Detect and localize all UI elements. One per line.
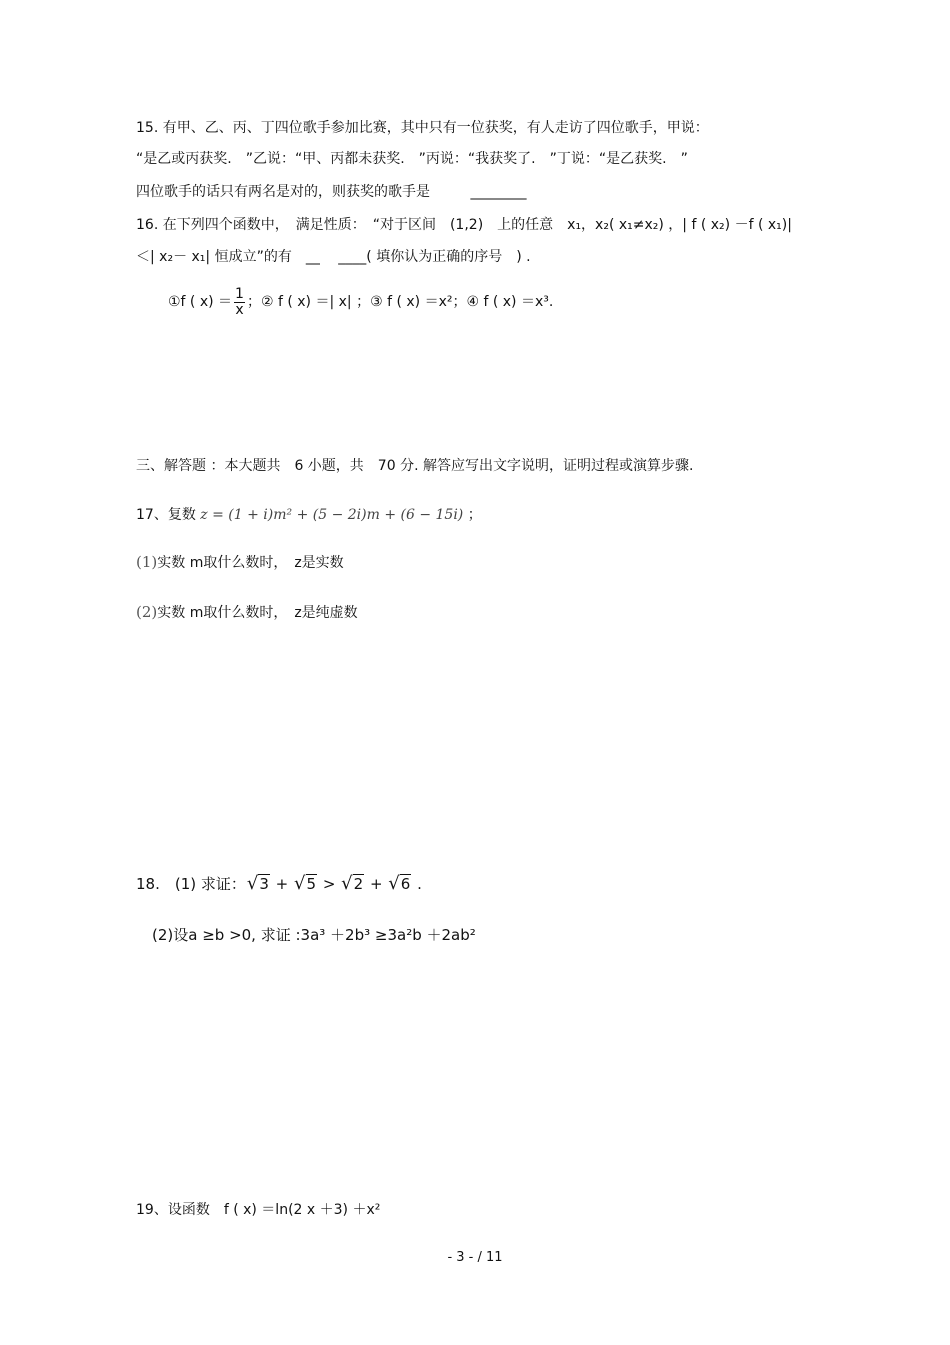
q18-plus-2: + (365, 875, 388, 893)
q17-stem (136, 502, 482, 528)
q16-line-1: 16. 在下列四个函数中， 满足性质： “对于区间 (1,2) 上的任意 x₁，x₂( x₁≠x₂) ，| f ( x₂) －f ( x₁)| (136, 217, 792, 233)
q18-part-1 (136, 872, 422, 896)
q16-fraction-denominator: x (235, 301, 244, 318)
q16-options-rest: ；② f ( x) ＝| x| ；③ f ( x) ＝x²；④ f ( x) ＝x³. (246, 294, 554, 310)
q17-part-1 (136, 552, 344, 573)
question-19: 19、设函数 f ( x) ＝ln(2 x ＋3) ＋x² (136, 1202, 381, 1218)
q17-part-1-text: 实数 m取什么数时， z是实数 (157, 555, 344, 571)
q18-part-2: (2)设a ≥b >0, 求证 :3a³ ＋2b³ ≥3a²b ＋2ab² (152, 926, 476, 944)
page-number: - 3 - / 11 (447, 1250, 503, 1265)
q18-sqrt-3: √3 (246, 873, 269, 894)
q15-line-3-text: 四位歌手的话只有两名是对的，则获奖的歌手是 (136, 184, 430, 200)
q18-sqrt-2: √2 (341, 873, 364, 894)
q16-option-1-prefix: ①f ( x) ＝ (168, 294, 233, 310)
q15-answer-blank: ________ (470, 184, 527, 200)
section-3-header: 三、解答题 ：本大题共 6 小题，共 70 分. 解答应写出文字说明，证明过程或演算步骤. (136, 458, 694, 474)
q16-options (168, 284, 553, 320)
q18-greater-than: > (318, 875, 341, 893)
q17-part-2-text: 实数 m取什么数时， z是纯虚数 (157, 605, 358, 621)
q17-part-2-label: (2) (136, 603, 158, 621)
q17-prefix: 17、复数 (136, 507, 196, 523)
q17-part-2 (136, 602, 358, 623)
q18-part-1-end: . (412, 875, 422, 893)
q15-line-2: “是乙或丙获奖. ”乙说：“甲、丙都未获奖. ”丙说：“我获奖了. ”丁说：“是乙获奖. ” (136, 151, 688, 167)
q17-suffix: ； (467, 507, 482, 523)
q18-plus-1: + (270, 875, 294, 893)
q18-sqrt-6: √6 (388, 873, 411, 894)
q17-formula: z = (1 + i)m² + (5 − 2i)m + (6 − 15i) (200, 507, 464, 523)
q16-line-2: ＜| x₂－ x₁| 恒成立”的有 __ ____( 填你认为正确的序号 ) . (136, 249, 531, 265)
q16-fraction (234, 287, 245, 318)
q15-line-3 (136, 182, 526, 202)
q16-fraction-numerator: 1 (235, 285, 244, 302)
q18-sqrt-5: √5 (294, 873, 317, 894)
q18-part-1-prefix: 18. (1) 求证： (136, 875, 246, 893)
q15-line-1: 15. 有甲、乙、丙、丁四位歌手参加比赛，其中只有一位获奖，有人走访了四位歌手，甲说： (136, 120, 709, 136)
q17-part-1-label: (1) (136, 553, 158, 571)
